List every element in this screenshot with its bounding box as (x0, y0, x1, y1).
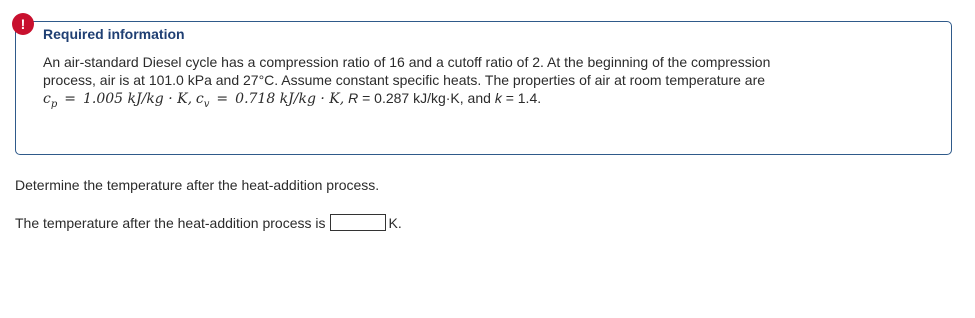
problem-line-2: process, air is at 101.0 kPa and 27°C. Assume constant specific heats. The properties of air at room temperature are (43, 72, 766, 88)
answer-prefix: The temperature after the heat-addition process is (15, 214, 326, 231)
temperature-answer-input[interactable] (330, 214, 386, 231)
r-expression: R = 0.287 kJ/kg·K, and k = 1.4. (348, 90, 542, 106)
required-information-title: Required information (43, 26, 185, 42)
answer-row (15, 214, 402, 231)
cv-expression: $c_v = 0.718$ kJ/kg · K, (195, 91, 345, 110)
exclamation-icon: ! (12, 13, 34, 35)
problem-statement (43, 53, 923, 114)
problem-line-3 (43, 89, 923, 114)
problem-line-1: An air-standard Diesel cycle has a compression ratio of 16 and a cutoff ratio of 2. At the beginning of the compression (43, 54, 771, 70)
question-text: Determine the temperature after the heat-addition process. (15, 177, 380, 193)
answer-unit: K. (388, 214, 402, 231)
cp-expression: $c_p = 1.005$ kJ/kg · K, (43, 91, 193, 110)
